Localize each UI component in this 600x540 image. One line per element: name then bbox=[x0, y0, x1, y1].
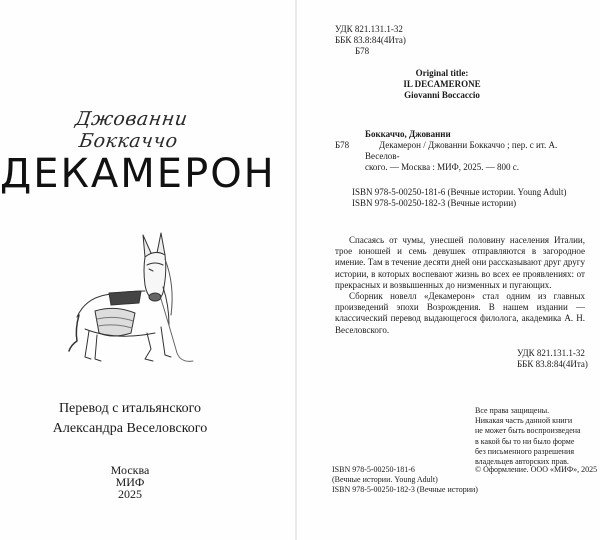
rights-line: не может быть воспроизведена bbox=[475, 426, 581, 436]
isbn-list bbox=[352, 187, 582, 209]
book-annotation bbox=[335, 235, 585, 336]
original-title: IL DECAMERONE bbox=[403, 79, 481, 89]
biblio-code: Б78 bbox=[335, 140, 350, 150]
translation-line: Перевод с итальянского bbox=[58, 401, 202, 416]
imprint-city: Москва bbox=[110, 463, 150, 477]
classification-codes-top bbox=[335, 24, 406, 57]
original-title-label: Original title: bbox=[415, 68, 469, 78]
book-title: ДЕКАМЕРОН bbox=[0, 151, 276, 197]
bbk-code: ББК 83.8:84(4Ита) bbox=[517, 359, 588, 369]
biblio-row bbox=[335, 140, 585, 162]
translator-credit bbox=[20, 399, 240, 439]
isbn-list-bottom bbox=[332, 465, 482, 495]
author-name-script: Джованни Боккаччо bbox=[73, 108, 190, 152]
annotation-paragraph: Сборник новелл «Декамерон» стал одним из главных произведений эпохи Возрождения. В нашем издании — классический перевод выдающегося филолога, академика А. Н. Веселовского. bbox=[335, 291, 585, 335]
original-title-block bbox=[377, 68, 507, 101]
isbn-item: ISBN 978-5-00250-182-3 (Вечные истории) bbox=[352, 198, 517, 208]
isbn-item: (Вечные истории. Young Adult) bbox=[332, 475, 438, 484]
rights-line: Все права защищены. bbox=[475, 406, 550, 415]
bbk-code: ББК 83.8:84(4Ита) bbox=[335, 35, 406, 45]
imprint-publisher: МИФ bbox=[115, 475, 145, 489]
biblio-description: Декамерон / Джованни Боккаччо ; пер. с ит. А. Веселов- bbox=[365, 140, 558, 161]
annotation-paragraph: Спасаясь от чумы, унесшей половину населения Италии, трое юношей и семь девушек отправляются в загородное имение. Там в течение десяти дней они рассказывают друг другу истории, в которых воспевают жизнь во всех ее проявлениях: от прекрасных и возвышенных до низменных и пугающих. bbox=[335, 235, 585, 290]
udk-code: УДК 821.131.1-32 bbox=[517, 348, 585, 358]
left-page-title-spread bbox=[0, 0, 295, 540]
rights-line: без письменного разрешения bbox=[475, 446, 575, 456]
translator-name: Александра Веселовского bbox=[52, 421, 208, 436]
donkey-illustration-icon bbox=[65, 225, 195, 365]
right-page-copyright bbox=[297, 0, 600, 540]
classification-codes-bottom bbox=[517, 348, 588, 370]
imprint-year: 2025 bbox=[118, 487, 142, 501]
original-author: Giovanni Boccaccio bbox=[404, 90, 480, 100]
rights-notice bbox=[475, 406, 595, 467]
copyright-notice: © Оформление. ООО «МИФ», 2025 bbox=[475, 465, 598, 474]
udk-code: УДК 821.131.1-32 bbox=[335, 24, 403, 34]
isbn-item: ISBN 978-5-00250-182-3 (Вечные истории) bbox=[332, 485, 478, 494]
isbn-item: ISBN 978-5-00250-181-6 (Вечные истории. Young Adult) bbox=[352, 187, 567, 197]
rights-line: в какой бы то ни было форме bbox=[475, 436, 575, 446]
isbn-item: ISBN 978-5-00250-181-6 bbox=[332, 465, 415, 474]
author-mark: Б78 bbox=[355, 46, 370, 56]
rights-line: Никакая часть данной книги bbox=[475, 416, 573, 426]
bibliographic-record bbox=[335, 129, 585, 173]
biblio-author: Боккаччо, Джованни bbox=[365, 129, 451, 139]
rights-line: владельцев авторских прав. bbox=[475, 457, 569, 467]
biblio-description-continued: ского. — Москва : МИФ, 2025. — 800 с. bbox=[365, 162, 519, 172]
publisher-imprint bbox=[80, 464, 180, 500]
